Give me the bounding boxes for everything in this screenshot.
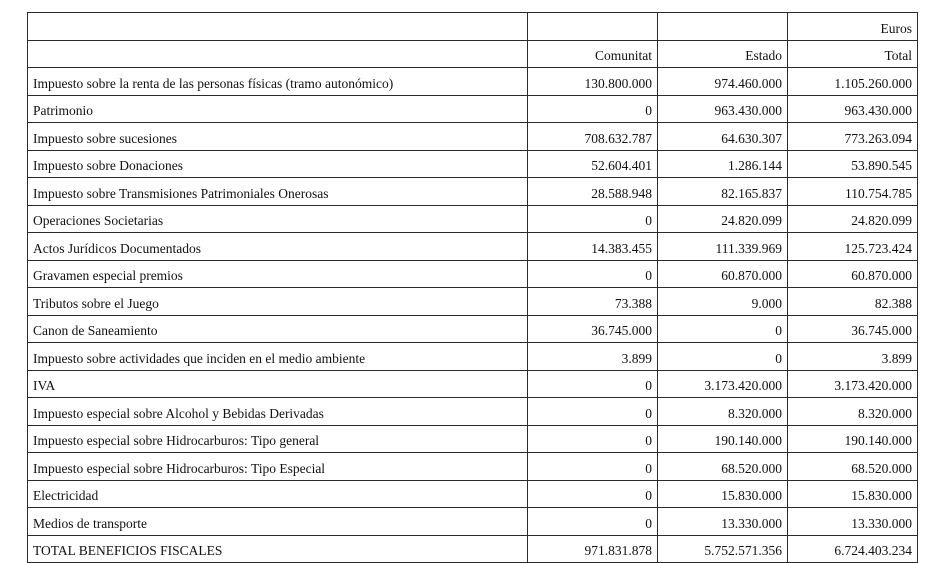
row-total-value: 60.870.000 bbox=[788, 260, 918, 288]
row-concept: Impuesto sobre Transmisiones Patrimoniales Onerosas bbox=[28, 178, 528, 206]
row-concept: Electricidad bbox=[28, 480, 528, 508]
row-total-value: 3.899 bbox=[788, 343, 918, 371]
row-total-value: 1.105.260.000 bbox=[788, 68, 918, 96]
row-concept: Impuesto sobre Donaciones bbox=[28, 150, 528, 178]
row-comunitat-value: 36.745.000 bbox=[528, 315, 658, 343]
table-row bbox=[28, 233, 918, 261]
row-concept: Impuesto sobre la renta de las personas físicas (tramo autonómico) bbox=[28, 68, 528, 96]
row-estado-value: 190.140.000 bbox=[658, 425, 788, 453]
row-comunitat-value: 0 bbox=[528, 508, 658, 536]
row-comunitat-value: 52.604.401 bbox=[528, 150, 658, 178]
row-estado-value: 60.870.000 bbox=[658, 260, 788, 288]
row-comunitat-value: 0 bbox=[528, 260, 658, 288]
row-total-value: 82.388 bbox=[788, 288, 918, 316]
table-row bbox=[28, 68, 918, 96]
table-row bbox=[28, 343, 918, 371]
row-comunitat-value: 0 bbox=[528, 205, 658, 233]
header-total: Total bbox=[788, 40, 918, 68]
table-row bbox=[28, 178, 918, 206]
row-concept: Impuesto sobre actividades que inciden en el medio ambiente bbox=[28, 343, 528, 371]
row-concept: Canon de Saneamiento bbox=[28, 315, 528, 343]
row-comunitat-value: 0 bbox=[528, 453, 658, 481]
table-row bbox=[28, 205, 918, 233]
table-wrapper bbox=[27, 12, 918, 563]
row-comunitat-value: 0 bbox=[528, 480, 658, 508]
header-row bbox=[28, 40, 918, 68]
unit-row-empty-cell bbox=[528, 13, 658, 41]
row-estado-value: 5.752.571.356 bbox=[658, 535, 788, 563]
row-comunitat-value: 0 bbox=[528, 398, 658, 426]
row-estado-value: 1.286.144 bbox=[658, 150, 788, 178]
row-concept: Impuesto sobre sucesiones bbox=[28, 123, 528, 151]
table-row bbox=[28, 123, 918, 151]
table-row bbox=[28, 480, 918, 508]
unit-row-empty-cell bbox=[658, 13, 788, 41]
row-estado-value: 68.520.000 bbox=[658, 453, 788, 481]
table-row bbox=[28, 315, 918, 343]
row-comunitat-value: 971.831.878 bbox=[528, 535, 658, 563]
table-row bbox=[28, 260, 918, 288]
row-total-value: 125.723.424 bbox=[788, 233, 918, 261]
header-comunitat: Comunitat bbox=[528, 40, 658, 68]
row-estado-value: 963.430.000 bbox=[658, 95, 788, 123]
table-row bbox=[28, 95, 918, 123]
table-row bbox=[28, 150, 918, 178]
row-total-value: 190.140.000 bbox=[788, 425, 918, 453]
row-concept: Medios de transporte bbox=[28, 508, 528, 536]
row-estado-value: 24.820.099 bbox=[658, 205, 788, 233]
row-comunitat-value: 14.383.455 bbox=[528, 233, 658, 261]
unit-label: Euros bbox=[788, 13, 918, 41]
row-estado-value: 974.460.000 bbox=[658, 68, 788, 96]
row-estado-value: 9.000 bbox=[658, 288, 788, 316]
row-estado-value: 13.330.000 bbox=[658, 508, 788, 536]
row-concept: Impuesto especial sobre Hidrocarburos: Tipo general bbox=[28, 425, 528, 453]
row-total-value: 6.724.403.234 bbox=[788, 535, 918, 563]
row-estado-value: 3.173.420.000 bbox=[658, 370, 788, 398]
table-row bbox=[28, 425, 918, 453]
table-body bbox=[28, 13, 918, 563]
row-comunitat-value: 708.632.787 bbox=[528, 123, 658, 151]
header-empty-cell bbox=[28, 40, 528, 68]
row-total-value: 963.430.000 bbox=[788, 95, 918, 123]
row-concept: Impuesto especial sobre Alcohol y Bebidas Derivadas bbox=[28, 398, 528, 426]
row-total-value: 773.263.094 bbox=[788, 123, 918, 151]
row-comunitat-value: 0 bbox=[528, 95, 658, 123]
row-total-value: 53.890.545 bbox=[788, 150, 918, 178]
row-comunitat-value: 73.388 bbox=[528, 288, 658, 316]
row-concept: IVA bbox=[28, 370, 528, 398]
row-estado-value: 8.320.000 bbox=[658, 398, 788, 426]
row-total-value: 24.820.099 bbox=[788, 205, 918, 233]
row-comunitat-value: 28.588.948 bbox=[528, 178, 658, 206]
table-row bbox=[28, 508, 918, 536]
unit-row-empty-cell bbox=[28, 13, 528, 41]
row-total-value: 68.520.000 bbox=[788, 453, 918, 481]
row-total-value: 36.745.000 bbox=[788, 315, 918, 343]
fiscal-benefits-table bbox=[27, 12, 918, 563]
row-concept: TOTAL BENEFICIOS FISCALES bbox=[28, 535, 528, 563]
row-concept: Operaciones Societarias bbox=[28, 205, 528, 233]
row-comunitat-value: 0 bbox=[528, 425, 658, 453]
row-comunitat-value: 0 bbox=[528, 370, 658, 398]
row-total-value: 3.173.420.000 bbox=[788, 370, 918, 398]
row-total-value: 15.830.000 bbox=[788, 480, 918, 508]
table-row bbox=[28, 453, 918, 481]
row-estado-value: 64.630.307 bbox=[658, 123, 788, 151]
row-concept: Patrimonio bbox=[28, 95, 528, 123]
unit-row bbox=[28, 13, 918, 41]
row-concept: Actos Jurídicos Documentados bbox=[28, 233, 528, 261]
row-concept: Tributos sobre el Juego bbox=[28, 288, 528, 316]
row-estado-value: 15.830.000 bbox=[658, 480, 788, 508]
header-estado: Estado bbox=[658, 40, 788, 68]
row-estado-value: 0 bbox=[658, 315, 788, 343]
row-estado-value: 0 bbox=[658, 343, 788, 371]
row-concept: Impuesto especial sobre Hidrocarburos: Tipo Especial bbox=[28, 453, 528, 481]
row-comunitat-value: 3.899 bbox=[528, 343, 658, 371]
table-row bbox=[28, 398, 918, 426]
table-row bbox=[28, 288, 918, 316]
table-row bbox=[28, 535, 918, 563]
row-total-value: 110.754.785 bbox=[788, 178, 918, 206]
row-estado-value: 82.165.837 bbox=[658, 178, 788, 206]
row-concept: Gravamen especial premios bbox=[28, 260, 528, 288]
row-comunitat-value: 130.800.000 bbox=[528, 68, 658, 96]
row-estado-value: 111.339.969 bbox=[658, 233, 788, 261]
row-total-value: 8.320.000 bbox=[788, 398, 918, 426]
row-total-value: 13.330.000 bbox=[788, 508, 918, 536]
table-row bbox=[28, 370, 918, 398]
